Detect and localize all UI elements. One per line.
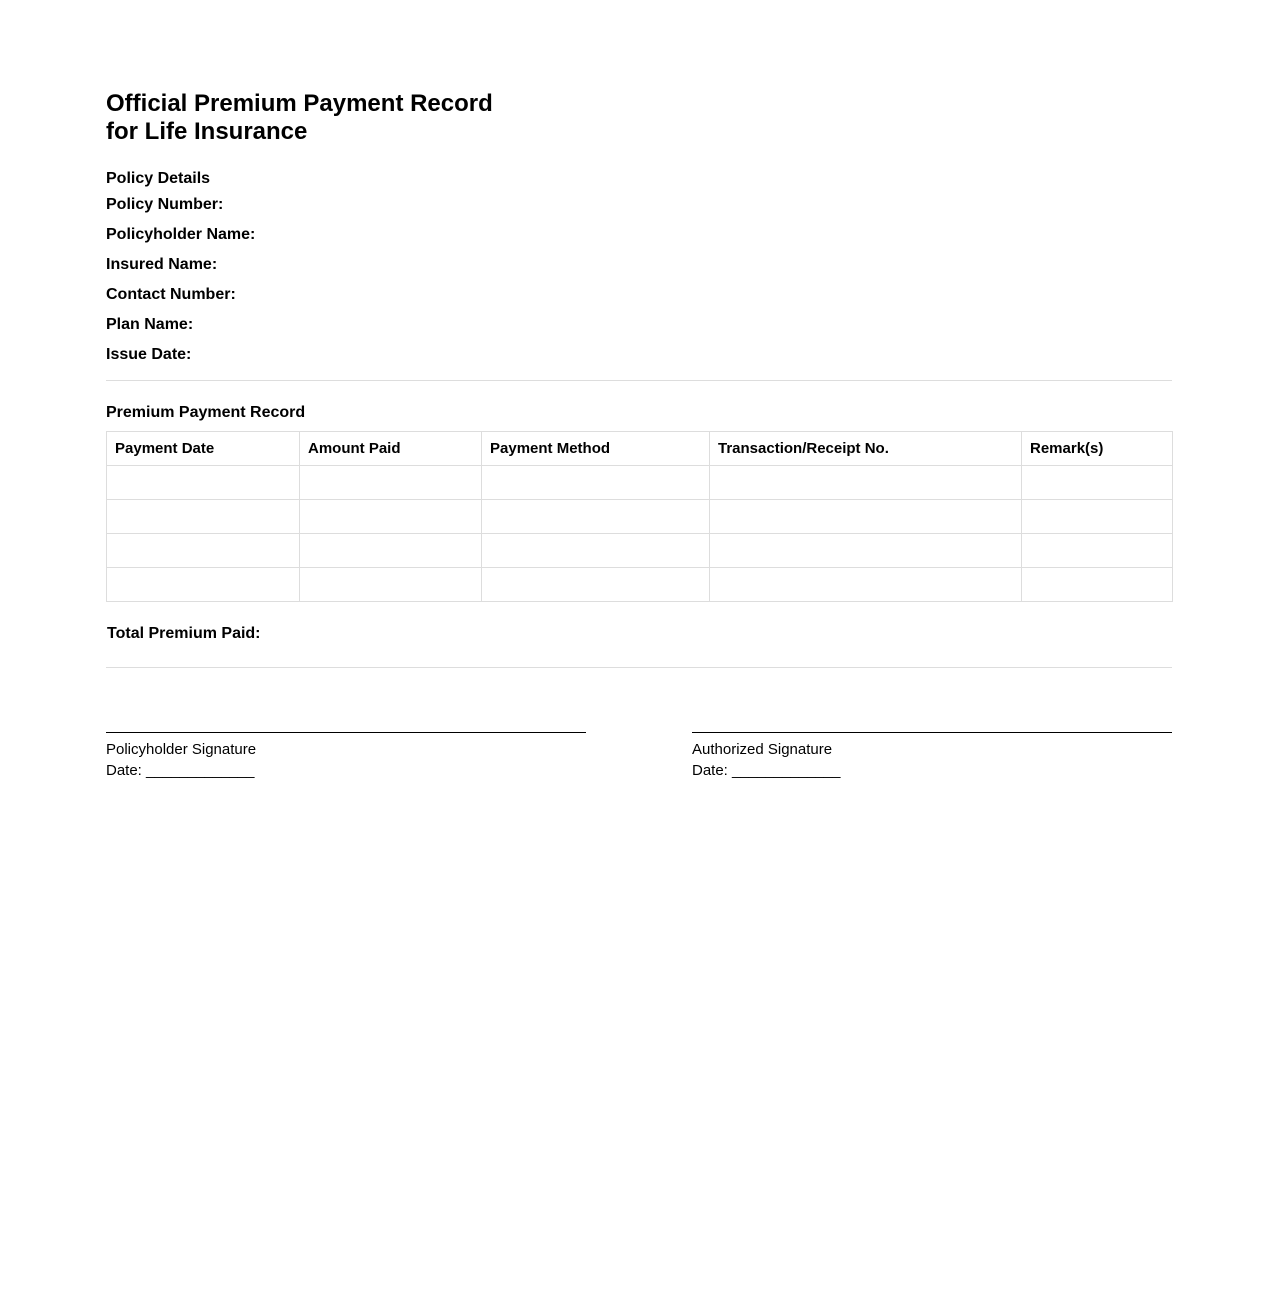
signature-label: Authorized Signature: [692, 741, 833, 758]
column-header: Payment Date: [107, 432, 300, 466]
table-cell[interactable]: [710, 568, 1022, 602]
plan-name-field: Plan Name:: [106, 316, 194, 333]
table-cell[interactable]: [107, 500, 300, 534]
column-header: Payment Method: [482, 432, 710, 466]
table-cell[interactable]: [107, 568, 300, 602]
total-premium-label: Total Premium Paid:: [107, 625, 261, 642]
insured-name-field: Insured Name:: [106, 256, 218, 273]
table-row: [107, 500, 1173, 534]
payment-table: [106, 431, 1173, 602]
signature-line: [106, 732, 586, 739]
table-cell[interactable]: [1022, 466, 1173, 500]
table-cell[interactable]: [1022, 500, 1173, 534]
contact-number-field: Contact Number:: [106, 286, 236, 303]
column-header: Transaction/Receipt No.: [710, 432, 1022, 466]
policyholder-name-field: Policyholder Name:: [106, 226, 256, 243]
issue-date-field: Issue Date:: [106, 346, 192, 363]
signature-date: Date: _____________: [106, 762, 255, 779]
divider: [106, 667, 1172, 668]
signature-section: [106, 732, 1172, 781]
table-cell[interactable]: [300, 500, 482, 534]
table-cell[interactable]: [710, 534, 1022, 568]
payment-record-heading: Premium Payment Record: [106, 404, 306, 421]
table-cell[interactable]: [107, 534, 300, 568]
table-cell[interactable]: [482, 534, 710, 568]
signature-date: Date: _____________: [692, 762, 841, 779]
table-cell[interactable]: [710, 500, 1022, 534]
table-cell[interactable]: [300, 568, 482, 602]
page-title: Official Premium Payment Record for Life Insurance: [106, 90, 493, 145]
divider: [106, 380, 1172, 381]
policyholder-signature: [106, 732, 586, 781]
table-cell[interactable]: [482, 568, 710, 602]
table-row: [107, 534, 1173, 568]
policy-number-field: Policy Number:: [106, 196, 224, 213]
table-cell[interactable]: [300, 466, 482, 500]
policy-details-heading: Policy Details: [106, 170, 211, 187]
document: [106, 90, 1172, 781]
table-cell[interactable]: [1022, 568, 1173, 602]
signature-line: [692, 732, 1172, 739]
table-cell[interactable]: [482, 466, 710, 500]
table-cell[interactable]: [710, 466, 1022, 500]
table-cell[interactable]: [300, 534, 482, 568]
authorized-signature: [692, 732, 1172, 781]
table-cell[interactable]: [107, 466, 300, 500]
table-header-row: [107, 432, 1173, 466]
table-row: [107, 568, 1173, 602]
signature-label: Policyholder Signature: [106, 741, 257, 758]
table-cell[interactable]: [482, 500, 710, 534]
column-header: Remark(s): [1022, 432, 1173, 466]
column-header: Amount Paid: [300, 432, 482, 466]
policy-details: [106, 170, 1172, 376]
table-row: [107, 466, 1173, 500]
table-cell[interactable]: [1022, 534, 1173, 568]
